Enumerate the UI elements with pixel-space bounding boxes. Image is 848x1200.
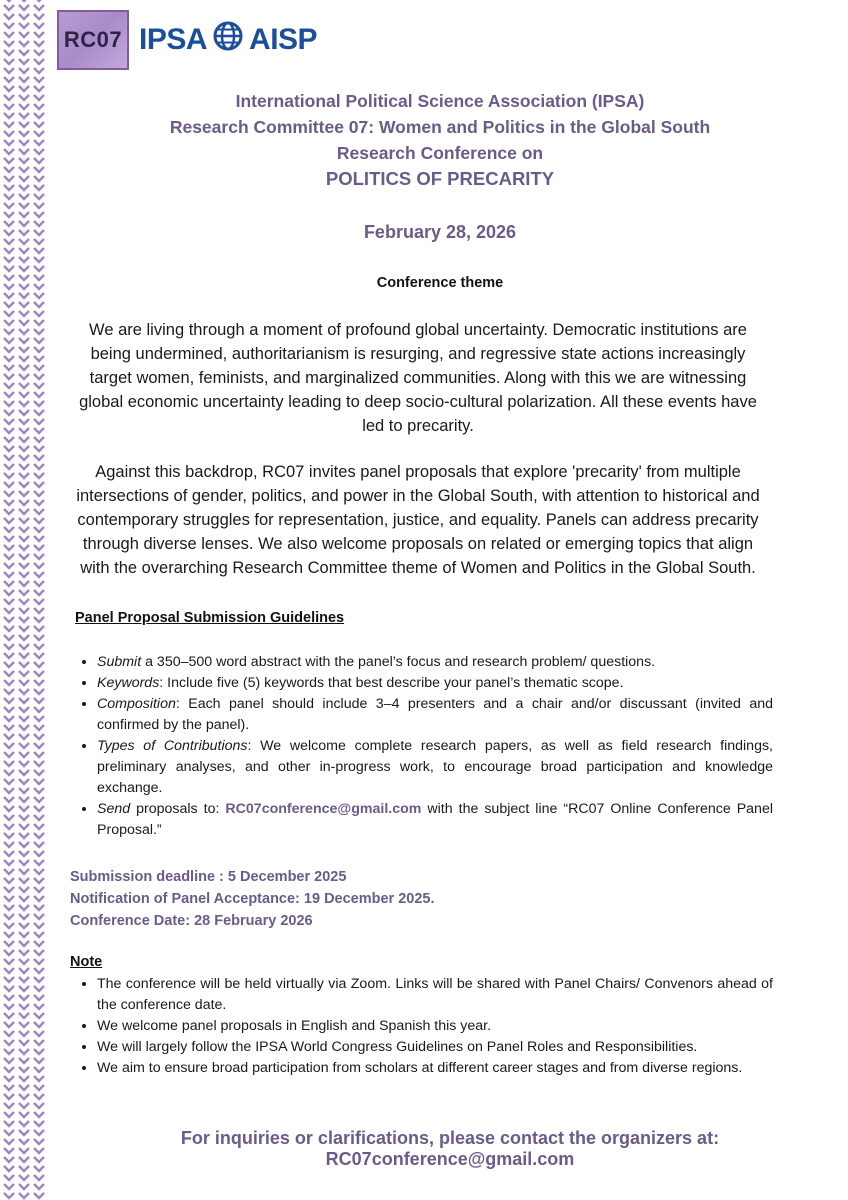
decorative-chevron-border bbox=[0, 0, 46, 1200]
conference-title: POLITICS OF PRECARITY bbox=[325, 168, 555, 189]
conference-date: February 28, 2026 bbox=[363, 222, 517, 242]
theme-paragraph-1: We are living through a moment of profound global uncertainty. Democratic institutions are being undermined, authoritarianism is resurging, and regressive state actions increasingly target women, feminists, and marginalized communities. Along with this we are witnessing global economic uncertainty leading to deep socio-cultural polarization. All these events have led to precarity. bbox=[79, 321, 757, 435]
list-item: • Composition: Each panel should include 3–4 presenters and a chair and/or discussant (invited and confirmed by the panel). bbox=[97, 694, 773, 736]
submission-email-link[interactable]: RC07conference@gmail.com bbox=[225, 801, 422, 817]
theme-paragraph-2: Against this backdrop, RC07 invites panel proposals that explore 'precarity' from multiple intersections of gender, politics, and power in the Global South, with attention to historical and contemporary struggles for representation, justice, and equality. Panels can address precarity through diverse lenses. We also welcome proposals on related or emerging topics that align with the overarching Research Committee theme of Women and Politics in the Global South. bbox=[76, 463, 760, 577]
list-item: • Keywords: Include five (5) keywords that best describe your panel’s thematic scope. bbox=[97, 673, 773, 694]
deadlines-block bbox=[70, 866, 435, 932]
list-item: • Types of Contributions: We welcome complete research papers, as well as field research findings, preliminary analyses, and other in-progress work, to encourage broad participation and knowledge exchange. bbox=[97, 736, 773, 799]
list-item: • Submit a 350–500 word abstract with the panel’s focus and research problem/ questions. bbox=[97, 652, 773, 673]
header-line-committee: Research Committee 07: Women and Politics in the Global South bbox=[169, 117, 711, 137]
list-item: • The conference will be held virtually via Zoom. Links will be shared with Panel Chairs/ Convenors ahead of the conference date. bbox=[97, 974, 773, 1016]
notification-date: Notification of Panel Acceptance: 19 December 2025. bbox=[70, 891, 435, 907]
header-line-association: International Political Science Association (IPSA) bbox=[235, 91, 645, 111]
list-item: • We aim to ensure broad participation from scholars at different career stages and from diverse regions. bbox=[97, 1058, 773, 1079]
rc07-badge-logo: RC07 bbox=[57, 10, 129, 70]
guidelines-list bbox=[80, 652, 773, 841]
logo-row bbox=[57, 10, 317, 70]
guidelines-heading: Panel Proposal Submission Guidelines bbox=[75, 610, 345, 626]
list-item: • Send proposals to: RC07conference@gmail.com with the subject line “RC07 Online Conference Panel Proposal.” bbox=[97, 799, 773, 841]
theme-heading: Conference theme bbox=[376, 275, 504, 291]
globe-icon bbox=[213, 21, 243, 59]
ipsa-aisp-logo bbox=[139, 21, 317, 59]
header-line-conference: Research Conference on bbox=[336, 143, 544, 163]
note-heading: Note bbox=[70, 954, 103, 970]
list-item: • We welcome panel proposals in English and Spanish this year. bbox=[97, 1016, 773, 1037]
notes-list bbox=[80, 974, 773, 1079]
ipsa-text: IPSA bbox=[139, 23, 208, 56]
list-item: • We will largely follow the IPSA World Congress Guidelines on Panel Roles and Responsibilities. bbox=[97, 1037, 773, 1058]
submission-deadline: Submission deadline : 5 December 2025 bbox=[70, 869, 347, 885]
conference-header bbox=[60, 88, 820, 192]
conference-date-line: Conference Date: 28 February 2026 bbox=[70, 913, 313, 929]
aisp-text: AISP bbox=[249, 23, 318, 56]
contact-footer: For inquiries or clarifications, please contact the organizers at: RC07conference@gmail.com bbox=[180, 1128, 720, 1169]
